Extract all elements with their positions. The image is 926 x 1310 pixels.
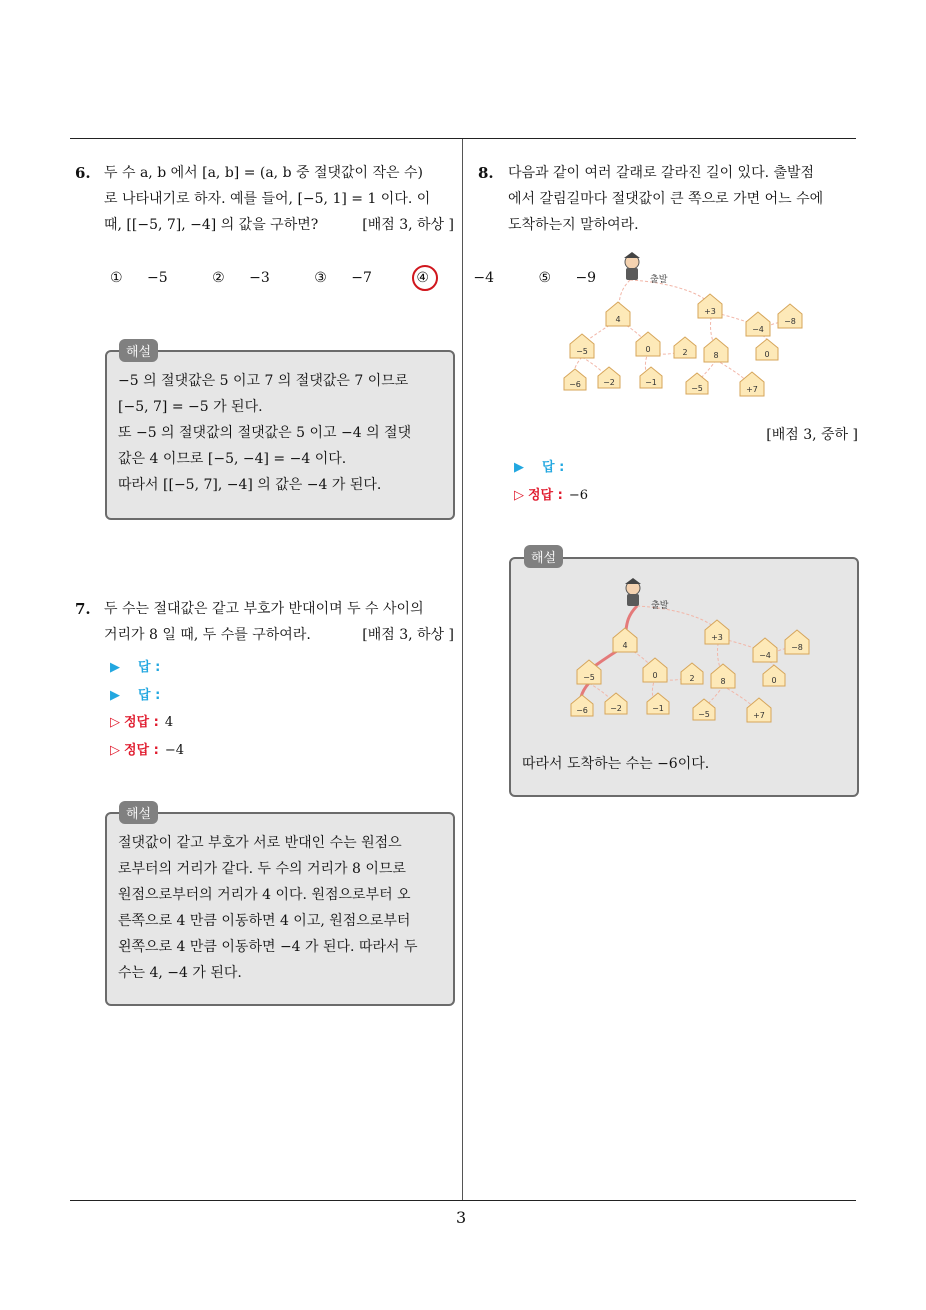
play-icon: ▶ [110,660,120,675]
house-number: −5 [583,673,595,682]
house-icon [598,367,620,388]
house-icon [705,620,729,644]
house-icon [746,312,770,336]
q7-points: [배점 3, 하상 ] [362,627,454,643]
house-number: −1 [652,704,664,713]
solution-path-diagram [555,578,815,728]
explanation-line: 또 −5 의 절댓값의 절댓값은 5 이고 −4 의 절댓 [118,425,412,441]
q8-answer[interactable]: ▶ 답 : [514,460,565,475]
house-icon [681,663,703,684]
q8-line: 다음과 같이 여러 갈래로 갈라진 길이 있다. 출발점 [508,165,815,181]
house-icon [778,304,802,328]
choice-1[interactable]: ① −5 [110,270,168,286]
q7-answer-2[interactable]: ▶ 답 : [110,688,161,703]
outline-triangle-icon: ▷ [110,715,120,730]
house-icon [704,338,728,362]
house-number: 2 [689,674,695,683]
house-number: −8 [784,317,796,326]
house-icon [711,664,735,688]
house-number: +3 [711,633,723,642]
house-icon [785,630,809,654]
traveler-icon [624,252,640,280]
house-icon [686,373,708,394]
q8-line: 에서 갈림길마다 절댓값이 큰 쪽으로 가면 어느 수에 [508,191,824,207]
house-number: −4 [752,325,764,334]
house-number: 0 [652,671,658,680]
house-number: −6 [569,380,581,389]
q6-explanation-tag: 해설 [119,339,158,362]
house-number: −5 [576,347,588,356]
q7-correct-1: ▷ 정답 : 4 [110,715,174,730]
q6-points: [배점 3, 하상 ] [362,217,454,233]
outline-triangle-icon: ▷ [514,488,524,503]
q6-question [104,160,454,238]
house-number: 0 [764,350,770,359]
house-number: −6 [576,706,588,715]
house-number: 2 [682,348,688,357]
explanation-line: 절댓값이 같고 부호가 서로 반대인 수는 원점으 [118,835,402,851]
q8-number: 8. [478,164,494,182]
house-icon [647,693,669,714]
explanation-line: 수는 4, −4 가 된다. [118,965,242,981]
traveler-icon [625,578,641,606]
house-number: 8 [713,351,719,360]
q6-number: 6. [75,164,91,182]
house-icon [640,367,662,388]
house-number: −1 [645,378,657,387]
q7-line: 거리가 8 일 때, 두 수를 구하여라. [104,627,311,643]
house-icon [605,693,627,714]
explanation-line: 원점으로부터의 거리가 4 이다. 원점으로부터 오 [118,887,411,903]
branching-road-diagram [548,252,808,402]
house-number: −8 [791,643,803,652]
q8-points: [배점 3, 중하 ] [766,427,858,443]
explanation-line: [−5, 7] = −5 가 된다. [118,399,263,415]
house-icon [698,294,722,318]
house-number: −5 [691,384,703,393]
house-icon [693,699,715,720]
start-label: 출발 [651,601,669,611]
choice-5[interactable]: ⑤ −9 [538,270,597,286]
choice-2[interactable]: ② −3 [212,270,270,286]
play-icon: ▶ [110,688,120,703]
q8-correct: ▷ 정답 : −6 [514,488,589,503]
house-number: 0 [771,676,777,685]
q6-line: 로 나타내기로 하자. 예를 들어, [−5, 1] = 1 이다. 이 [104,191,431,207]
house-icon [763,665,785,686]
house-icons [564,294,802,396]
q7-line-with-points [104,622,454,648]
house-number: 4 [615,315,621,324]
q8-question [508,160,858,238]
house-number: +7 [753,711,765,720]
house-icon [740,372,764,396]
house-icon [571,695,593,716]
explanation-line: 따라서 [[−5, 7], −4] 의 값은 −4 가 된다. [118,477,382,493]
choice-4-selected[interactable]: ④ −4 [416,270,514,286]
house-icon [753,638,777,662]
house-icon [674,337,696,358]
selected-ring-icon [412,265,438,291]
explanation-line: −5 의 절댓값은 5 이고 7 의 절댓값은 7 이므로 [118,373,409,389]
house-icon [606,302,630,326]
outline-triangle-icon: ▷ [110,743,120,758]
house-number: +3 [704,307,716,316]
q6-line: 때, [[−5, 7], −4] 의 값을 구하면? [104,217,319,233]
start-label: 출발 [650,275,668,285]
top-rule [70,138,856,139]
q7-line: 두 수는 절대값은 같고 부호가 반대이며 두 수 사이의 [104,601,424,617]
house-number: −5 [698,710,710,719]
column-divider [462,139,463,1201]
q7-answer-1[interactable]: ▶ 답 : [110,660,161,675]
q7-number: 7. [75,600,91,618]
house-number: −4 [759,651,771,660]
explanation-line: 른쪽으로 4 만큼 이동하면 4 이고, 원점으로부터 [118,913,411,929]
explanation-line: 로부터의 거리가 같다. 두 수의 거리가 8 이므로 [118,861,406,877]
house-icon [756,339,778,360]
house-number: 0 [645,345,651,354]
house-icon [613,628,637,652]
q7-question [104,596,454,648]
choice-3[interactable]: ③ −7 [314,270,372,286]
explanation-line: 왼쪽으로 4 만큼 이동하면 −4 가 된다. 따라서 두 [118,939,418,955]
q8-line: 도착하는지 말하여라. [508,217,639,233]
house-number: 4 [622,641,628,650]
house-number: −2 [610,704,622,713]
page-number: 3 [456,1208,467,1227]
house-number: 8 [720,677,726,686]
bottom-rule [70,1200,856,1201]
house-icon [747,698,771,722]
highlighted-path [580,606,637,708]
explanation-line: 값은 4 이므로 [−5, −4] = −4 이다. [118,451,347,467]
q6-explanation [118,368,448,498]
house-number: +7 [746,385,758,394]
q7-explanation-tag: 해설 [119,801,158,824]
house-number: −2 [603,378,615,387]
q6-line-with-points [104,212,454,238]
q8-explanation: 따라서 도착하는 수는 −6이다. [522,756,710,772]
q7-explanation [118,830,448,986]
house-icon [564,369,586,390]
q8-explanation-tag: 해설 [524,545,563,568]
play-icon: ▶ [514,460,524,475]
q7-correct-2: ▷ 정답 : −4 [110,743,185,758]
q6-line: 두 수 a, b 에서 [a, b] = (a, b 중 절댓값이 작은 수) [104,165,423,181]
